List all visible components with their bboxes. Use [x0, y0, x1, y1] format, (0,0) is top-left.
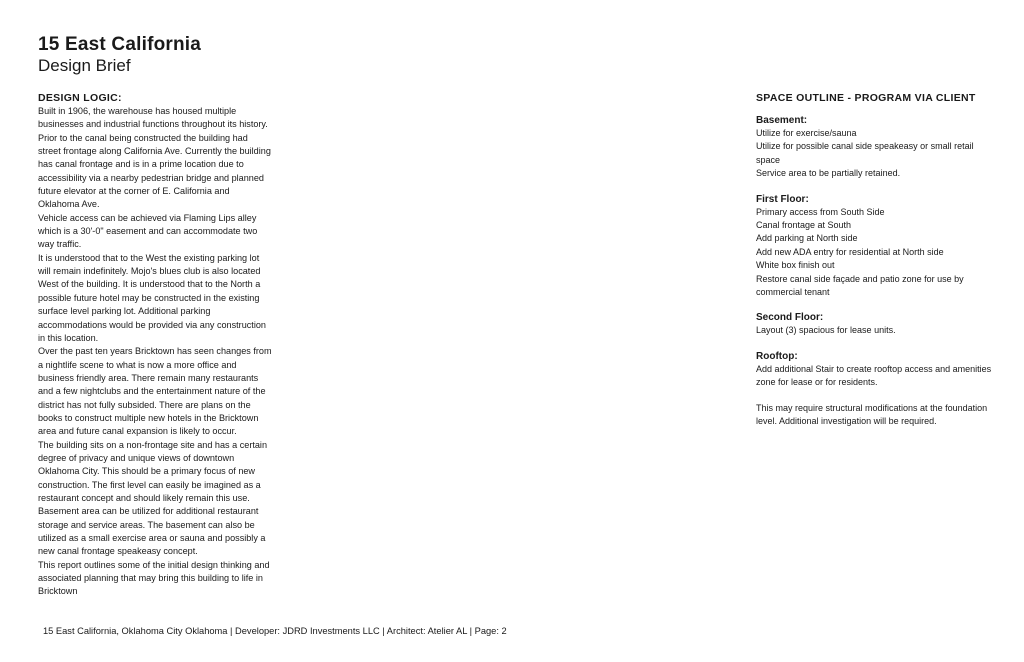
- section-line: Restore canal side façade and patio zone for use by commercial tenant: [756, 273, 964, 298]
- section-line: This may require structural modifications at the foundation level. Additional investigation will be required.: [756, 402, 988, 427]
- space-outline-column: [756, 92, 996, 441]
- section-line: Add new ADA entry for residential at North side: [756, 246, 944, 257]
- section-line: Layout (3) spacious for lease units.: [756, 325, 896, 336]
- section-title: Second Floor:: [756, 312, 824, 324]
- space-outline-heading: SPACE OUTLINE - PROGRAM VIA CLIENT: [756, 92, 976, 104]
- design-logic-paragraph: Over the past ten years Bricktown has seen changes from a nightlife scene to what is now a more office and business friendly area. There remain many restaurants and a few nightclubs and the entertainment nature of the district has not fully subsided. There are plans on the books to construct multiple new hotels in the Bricktown area and future canal expansion is likely to occur.: [38, 346, 272, 437]
- section-line: Canal frontage at South: [756, 220, 852, 231]
- document-subtitle: Design Brief: [38, 56, 131, 75]
- design-logic-paragraph: Built in 1906, the warehouse has housed multiple businesses and industrial functions throughout its history. Prior to the canal being constructed the building had street frontage along California Ave. Currently the building has canal frontage and is in a prime location due to accessibility via a nearby pedestrian bridge and planned future elevator at the corner of E. California and Oklahoma Ave.: [38, 106, 271, 210]
- space-outline-section-basement: [756, 114, 996, 181]
- space-outline-section-second-floor: [756, 311, 996, 337]
- section-title: First Floor:: [756, 193, 809, 205]
- space-outline-note: [756, 402, 996, 429]
- document-title: 15 East California: [38, 34, 202, 55]
- page-footer: 15 East California, Oklahoma City Oklahoma | Developer: JDRD Investments LLC | Architect: Atelier AL | Page: 2: [43, 626, 507, 636]
- design-logic-paragraph: Vehicle access can be achieved via Flaming Lips alley which is a 30'-0" easement and can accommodate two way traffic.: [38, 212, 258, 250]
- design-logic-paragraph: It is understood that to the West the existing parking lot will remain indefinitely. Mojo's blues club is also located West of the building. It is understood that to the North a possible future hotel may be constructed in the existing surface level parking lot. Additional parking accommodations would be provided via any construction in this location.: [38, 252, 266, 343]
- section-line: Service area to be partially retained.: [756, 168, 901, 179]
- design-logic-column: [38, 92, 272, 599]
- section-line: Utilize for exercise/sauna: [756, 128, 857, 138]
- section-line: Utilize for possible canal side speakeasy or small retail space: [756, 141, 974, 165]
- space-outline-section-first-floor: [756, 193, 996, 300]
- section-title: Basement:: [756, 115, 808, 126]
- section-line: Primary access from South Side: [756, 206, 885, 217]
- section-line: Add parking at North side: [756, 233, 858, 244]
- section-title: Rooftop:: [756, 350, 798, 362]
- design-logic-heading: DESIGN LOGIC:: [38, 92, 122, 104]
- design-logic-paragraph: The building sits on a non-frontage site and has a certain degree of privacy and unique views of downtown Oklahoma City. This should be a primary focus of new construction. The first level can easily be imagined as a restaurant concept and should likely remain this use. Basement area can be utilized for additional restaurant storage and service areas. The basement can also be utilized as a small exercise area or sauna and possibly a new canal frontage speakeasy concept.: [38, 439, 268, 557]
- section-line: Add additional Stair to create rooftop access and amenities zone for lease or for residents.: [756, 363, 992, 388]
- space-outline-section-rooftop: [756, 350, 996, 390]
- section-line: White box finish out: [756, 260, 835, 271]
- design-logic-paragraph: This report outlines some of the initial design thinking and associated planning that may bring this building to life in Bricktown: [38, 559, 270, 597]
